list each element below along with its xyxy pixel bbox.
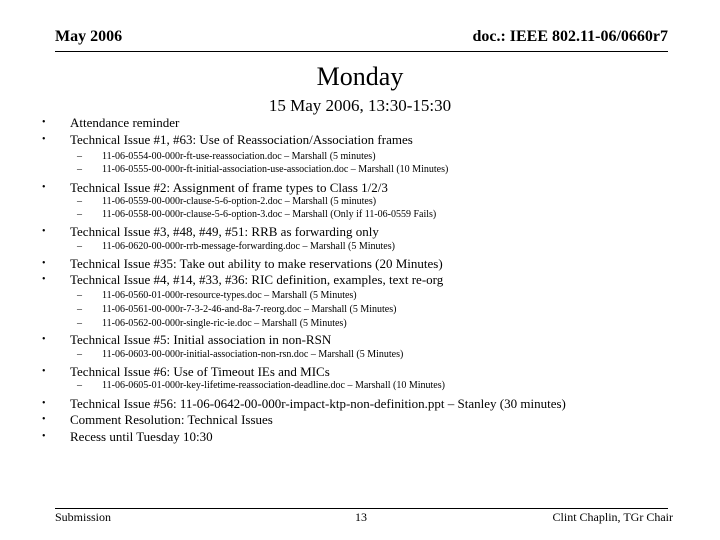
agenda-item: [42, 332, 332, 347]
dash-icon: –: [77, 318, 82, 329]
agenda-item-text: Recess until Tuesday 10:30: [70, 429, 213, 444]
agenda-subitem: [77, 196, 377, 208]
footer-page-number: 13: [355, 510, 367, 524]
agenda-subitem-text: 11-06-0603-00-000r-initial-association-non-rsn.doc – Marshall (5 Minutes): [102, 349, 404, 360]
agenda-item: [42, 132, 413, 147]
agenda-subitem-text: 11-06-0562-00-000r-single-ric-ie.doc – Marshall (5 Minutes): [102, 318, 347, 329]
agenda-item-text: Comment Resolution: Technical Issues: [70, 412, 273, 427]
agenda-subitem-text: 11-06-0559-00-000r-clause-5-6-option-2.doc – Marshall (5 minutes): [102, 196, 377, 207]
footer-divider: [55, 508, 668, 509]
bullet-icon: •: [42, 117, 46, 128]
dash-icon: –: [77, 290, 82, 301]
agenda-item: [42, 396, 566, 411]
bullet-icon: •: [42, 274, 46, 285]
agenda-subitem-text: 11-06-0560-01-000r-resource-types.doc – Marshall (5 Minutes): [102, 290, 357, 301]
agenda-subitem: [77, 241, 395, 253]
agenda-subitem: [77, 164, 449, 176]
agenda-item-text: Technical Issue #5: Initial association in non-RSN: [70, 332, 332, 347]
agenda-subitem-text: 11-06-0558-00-000r-clause-5-6-option-3.doc – Marshall (Only if 11-06-0559 Fails): [102, 209, 437, 220]
dash-icon: –: [77, 164, 82, 175]
bullet-icon: •: [42, 414, 46, 425]
agenda-subitem: [77, 349, 404, 361]
agenda-item: [42, 272, 444, 287]
header-divider: [55, 51, 668, 52]
agenda-subitem-text: 11-06-0561-00-000r-7-3-2-46-and-8a-7-reorg.doc – Marshall (5 Minutes): [102, 304, 397, 315]
agenda-subitem-text: 11-06-0620-00-000r-rrb-message-forwarding.doc – Marshall (5 Minutes): [102, 241, 395, 252]
agenda-item: [42, 115, 180, 130]
agenda-subitem-text: 11-06-0555-00-000r-ft-initial-association-use-association.doc – Marshall (10 Minutes): [102, 164, 449, 175]
page-title: Monday: [316, 62, 404, 91]
footer-submission: Submission: [55, 510, 112, 524]
bullet-icon: •: [42, 226, 46, 237]
footer-author: Clint Chaplin, TGr Chair: [552, 510, 673, 524]
header-date: May 2006: [55, 28, 123, 45]
dash-icon: –: [77, 304, 82, 315]
agenda-item: [42, 364, 330, 379]
agenda-item-text: Technical Issue #35: Take out ability to make reservations (20 Minutes): [70, 256, 443, 271]
agenda-item-text: Technical Issue #1, #63: Use of Reassociation/Association frames: [70, 132, 413, 147]
dash-icon: –: [77, 241, 82, 252]
dash-icon: –: [77, 196, 82, 207]
dash-icon: –: [77, 380, 82, 391]
agenda-subitem-text: 11-06-0554-00-000r-ft-use-reassociation.doc – Marshall (5 minutes): [102, 151, 376, 162]
bullet-icon: •: [42, 182, 46, 193]
dash-icon: –: [77, 349, 82, 360]
agenda-item-text: Technical Issue #56: 11-06-0642-00-000r-impact-ktp-non-definition.ppt – Stanley (30 minutes): [70, 396, 566, 411]
agenda-item-text: Technical Issue #6: Use of Timeout IEs and MICs: [70, 364, 330, 379]
page-subtitle: 15 May 2006, 13:30-15:30: [268, 96, 452, 115]
bullet-icon: •: [42, 258, 46, 269]
agenda-item-text: Technical Issue #3, #48, #49, #51: RRB as forwarding only: [70, 224, 379, 239]
agenda-subitem: [77, 318, 347, 330]
bullet-icon: •: [42, 366, 46, 377]
agenda-item-text: Technical Issue #2: Assignment of frame types to Class 1/2/3: [70, 180, 388, 195]
agenda-subitem: [77, 304, 397, 316]
dash-icon: –: [77, 209, 82, 220]
agenda-item: [42, 180, 388, 195]
agenda-item: [42, 429, 213, 444]
agenda-subitem: [77, 290, 357, 302]
agenda-subitem-text: 11-06-0605-01-000r-key-lifetime-reassociation-deadline.doc – Marshall (10 Minutes): [102, 380, 445, 391]
header-doc-id: doc.: IEEE 802.11-06/0660r7: [472, 28, 668, 45]
bullet-icon: •: [42, 334, 46, 345]
agenda-item: [42, 256, 443, 271]
bullet-icon: •: [42, 398, 46, 409]
agenda-subitem: [77, 151, 376, 163]
bullet-icon: •: [42, 134, 46, 145]
agenda-item: [42, 412, 273, 427]
agenda-item: [42, 224, 379, 239]
agenda-item-text: Attendance reminder: [70, 115, 180, 130]
agenda-subitem: [77, 209, 437, 221]
bullet-icon: •: [42, 431, 46, 442]
agenda-item-text: Technical Issue #4, #14, #33, #36: RIC definition, examples, text re-org: [70, 272, 444, 287]
agenda-subitem: [77, 380, 445, 392]
dash-icon: –: [77, 151, 82, 162]
